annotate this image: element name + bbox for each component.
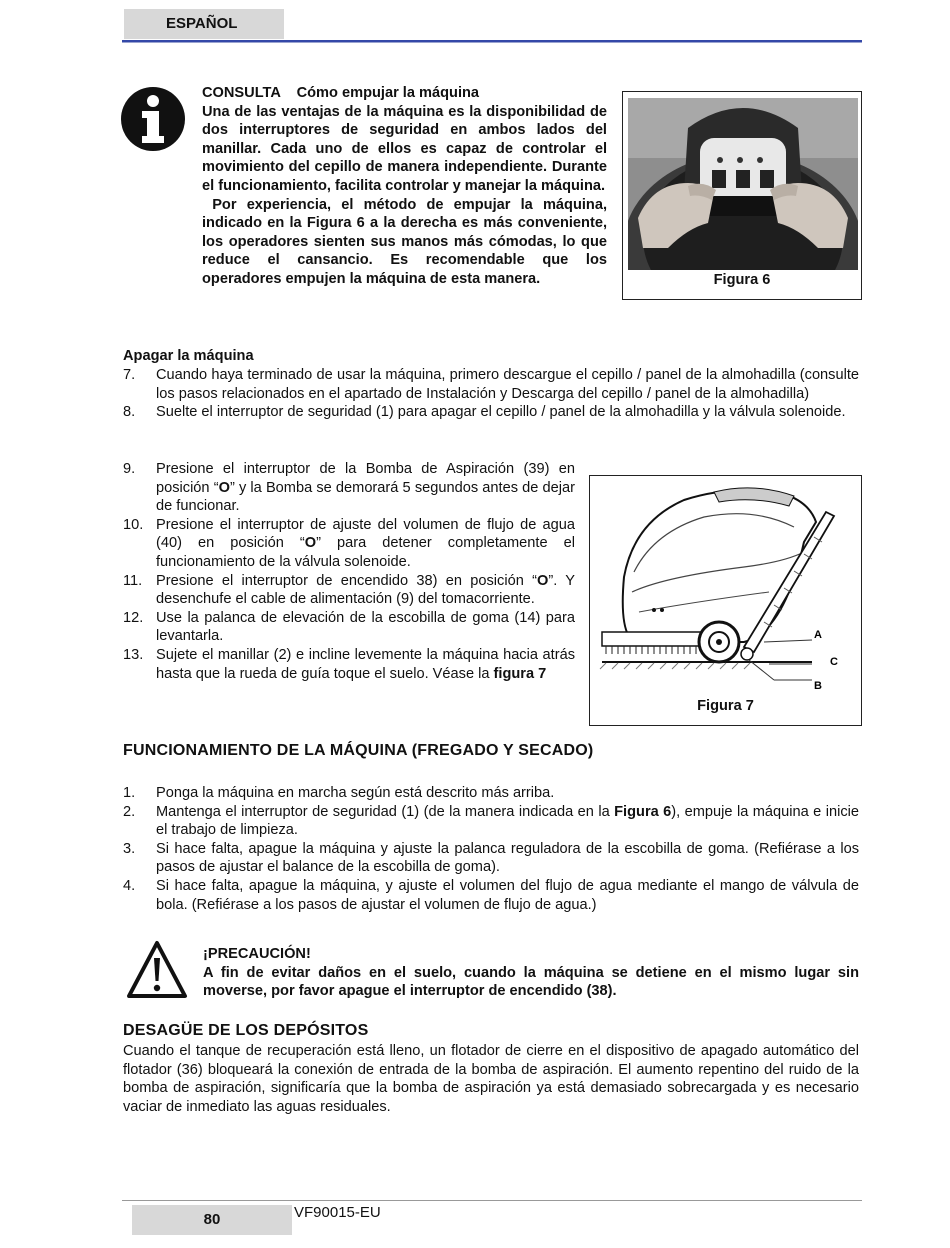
list-item-text-after: ” y la Bomba se demorará 5 segundos antes de dejar de funcionar. — [156, 479, 575, 515]
list-item-number: 8. — [123, 404, 136, 421]
consulta-paragraph-1: Una de las ventajas de la máquina es la disponibilidad de dos interruptores de seguridad en ambos lados del manillar. Cada uno de ellos es capaz de controlar el movimiento del cepillo de manera independiente. Durante el funcionamiento, facilita controlar y manejar la máquina. — [202, 103, 607, 194]
list-item-text-before: Mantenga el interruptor de seguridad (1) (de la manera indicada en la — [156, 803, 615, 820]
figure-7-label-a: A — [814, 629, 822, 641]
page-number: 80 — [132, 1205, 292, 1235]
precaucion-block — [203, 945, 859, 1001]
desague-heading: DESAGÜE DE LOS DEPÓSITOS — [123, 1022, 369, 1039]
precaucion-text: A fin de evitar daños en el suelo, cuando la máquina se detiene en el mismo lugar sin moverse, por favor apague el interruptor de encendido (38). — [203, 964, 859, 1000]
list-item-text: Si hace falta, apague la máquina y ajuste la palanca reguladora de la escobilla de goma. (Refiérase a los pasos de ajustar el balance de la escobilla de goma). — [156, 840, 859, 876]
list-item — [123, 803, 859, 840]
list-item-text: Ponga la máquina en marcha según está descrito más arriba. — [156, 785, 555, 801]
info-icon — [120, 86, 186, 152]
list-item-text-before: Presione el interruptor de ajuste del volumen de flujo de agua (40) en posición “ — [156, 516, 575, 552]
list-item-number: 7. — [123, 367, 136, 383]
funcionamiento-list — [123, 784, 859, 914]
list-item — [123, 403, 859, 422]
apagar-list-narrow — [123, 460, 575, 683]
list-item-text-before: Presione el interruptor de encendido 38) en posición “ — [156, 572, 537, 589]
list-item-number: 10. — [123, 516, 144, 533]
language-tab: ESPAÑOL — [124, 9, 284, 39]
list-item-number: 13. — [123, 646, 144, 663]
desague-text: Cuando el tanque de recuperación está lleno, un flotador de cierre en el dispositivo de apagado automático del flotador (36) bloqueará la conexión de entrada de la bomba de aspiración. El aumento repentino del ruido de la bomba de aspiración, significaría que la bomba de aspiración ya está demasiado sobrecargada y es necesario vaciar de inmediato las aguas residuales. — [123, 1043, 859, 1115]
list-item-text-before: Presione el interruptor de la Bomba de Aspiración (39) en posición “ — [156, 461, 575, 496]
list-item-number: 9. — [123, 461, 136, 477]
list-item-text: Cuando haya terminado de usar la máquina, primero descargue el cepillo / panel de la almohadilla (consulte los pasos relacionados en el apartado de Instalación y Descarga del cepillo / panel de la almohadilla) — [156, 367, 859, 402]
list-item-text-after: ”. Y desenchufe el cable de alimentación (9) del tomacorriente. — [156, 572, 575, 608]
list-item-text-after: ” para detener completamente el funcionamiento de la válvula solenoide. — [156, 535, 575, 570]
list-item-number: 2. — [123, 803, 136, 820]
list-item-number: 12. — [123, 609, 144, 626]
warning-icon — [126, 940, 188, 1000]
figure-7-drawing — [594, 482, 859, 697]
list-item — [123, 840, 859, 877]
apagar-title: Apagar la máquina — [123, 348, 254, 364]
figure-7-label-b: B — [814, 680, 822, 692]
list-item — [123, 366, 859, 403]
figure-7-caption: Figura 7 — [697, 698, 754, 714]
consulta-paragraph-2: Por experiencia, el método de empujar la máquina, indicado en la Figura 6 a la derecha es más conveniente, los operadores sienten sus manos más cómodas, lo que reduce el cansancio. Es recomendable que los operadores empujen la máquina de esta manera. — [202, 196, 612, 287]
figure-6-photo — [628, 98, 858, 270]
list-item-text: Use la palanca de elevación de la escobilla de goma (14) para levantarla. — [156, 609, 575, 645]
list-item — [123, 784, 859, 803]
list-item-text-bold: O — [304, 535, 317, 552]
list-item-number: 1. — [123, 785, 136, 801]
list-item-text-bold: O — [218, 479, 230, 496]
figure-6-caption: Figura 6 — [713, 272, 771, 288]
document-code: VF90015-EU — [294, 1204, 381, 1221]
funcionamiento-heading: FUNCIONAMIENTO DE LA MÁQUINA (FREGADO Y SECADO) — [123, 742, 594, 759]
list-item-number: 11. — [123, 572, 143, 589]
figure-7 — [589, 475, 862, 726]
list-item-text-after: ), empuje la máquina e inicie el trabajo de limpieza. — [156, 803, 859, 839]
apagar-list-full — [123, 366, 859, 422]
list-item-text-bold: figura 7 — [493, 665, 547, 682]
list-item-number: 4. — [123, 877, 136, 894]
list-item — [123, 572, 575, 609]
header-rule — [122, 40, 862, 43]
list-item-text: Suelte el interruptor de seguridad (1) para apagar el cepillo / panel de la almohadilla y la válvula solenoide. — [156, 404, 846, 421]
list-item — [123, 609, 575, 646]
list-item-text-bold: Figura 6 — [614, 803, 672, 820]
list-item-number: 3. — [123, 840, 136, 857]
list-item — [123, 460, 575, 516]
list-item-text-before: Sujete el manillar (2) e incline levemente la máquina hacia atrás hasta que la rueda de guía toque el suelo. Véase la — [156, 646, 575, 682]
figure-6 — [622, 91, 862, 300]
footer-rule — [122, 1200, 862, 1201]
consulta-title: CONSULTA Cómo empujar la máquina — [202, 85, 480, 101]
list-item — [123, 646, 575, 683]
list-item-text-bold: O — [536, 572, 549, 589]
figure-7-label-c: C — [830, 656, 838, 668]
list-item-text: Si hace falta, apague la máquina, y ajuste el volumen del flujo de agua mediante el mango de válvula de bola. (Refiérase a los pasos de ajustar el volumen de flujo de agua.) — [156, 877, 859, 913]
list-item — [123, 516, 575, 572]
list-item — [123, 877, 859, 914]
consulta-block — [202, 84, 612, 289]
precaucion-title: ¡PRECAUCIÓN! — [203, 946, 311, 962]
